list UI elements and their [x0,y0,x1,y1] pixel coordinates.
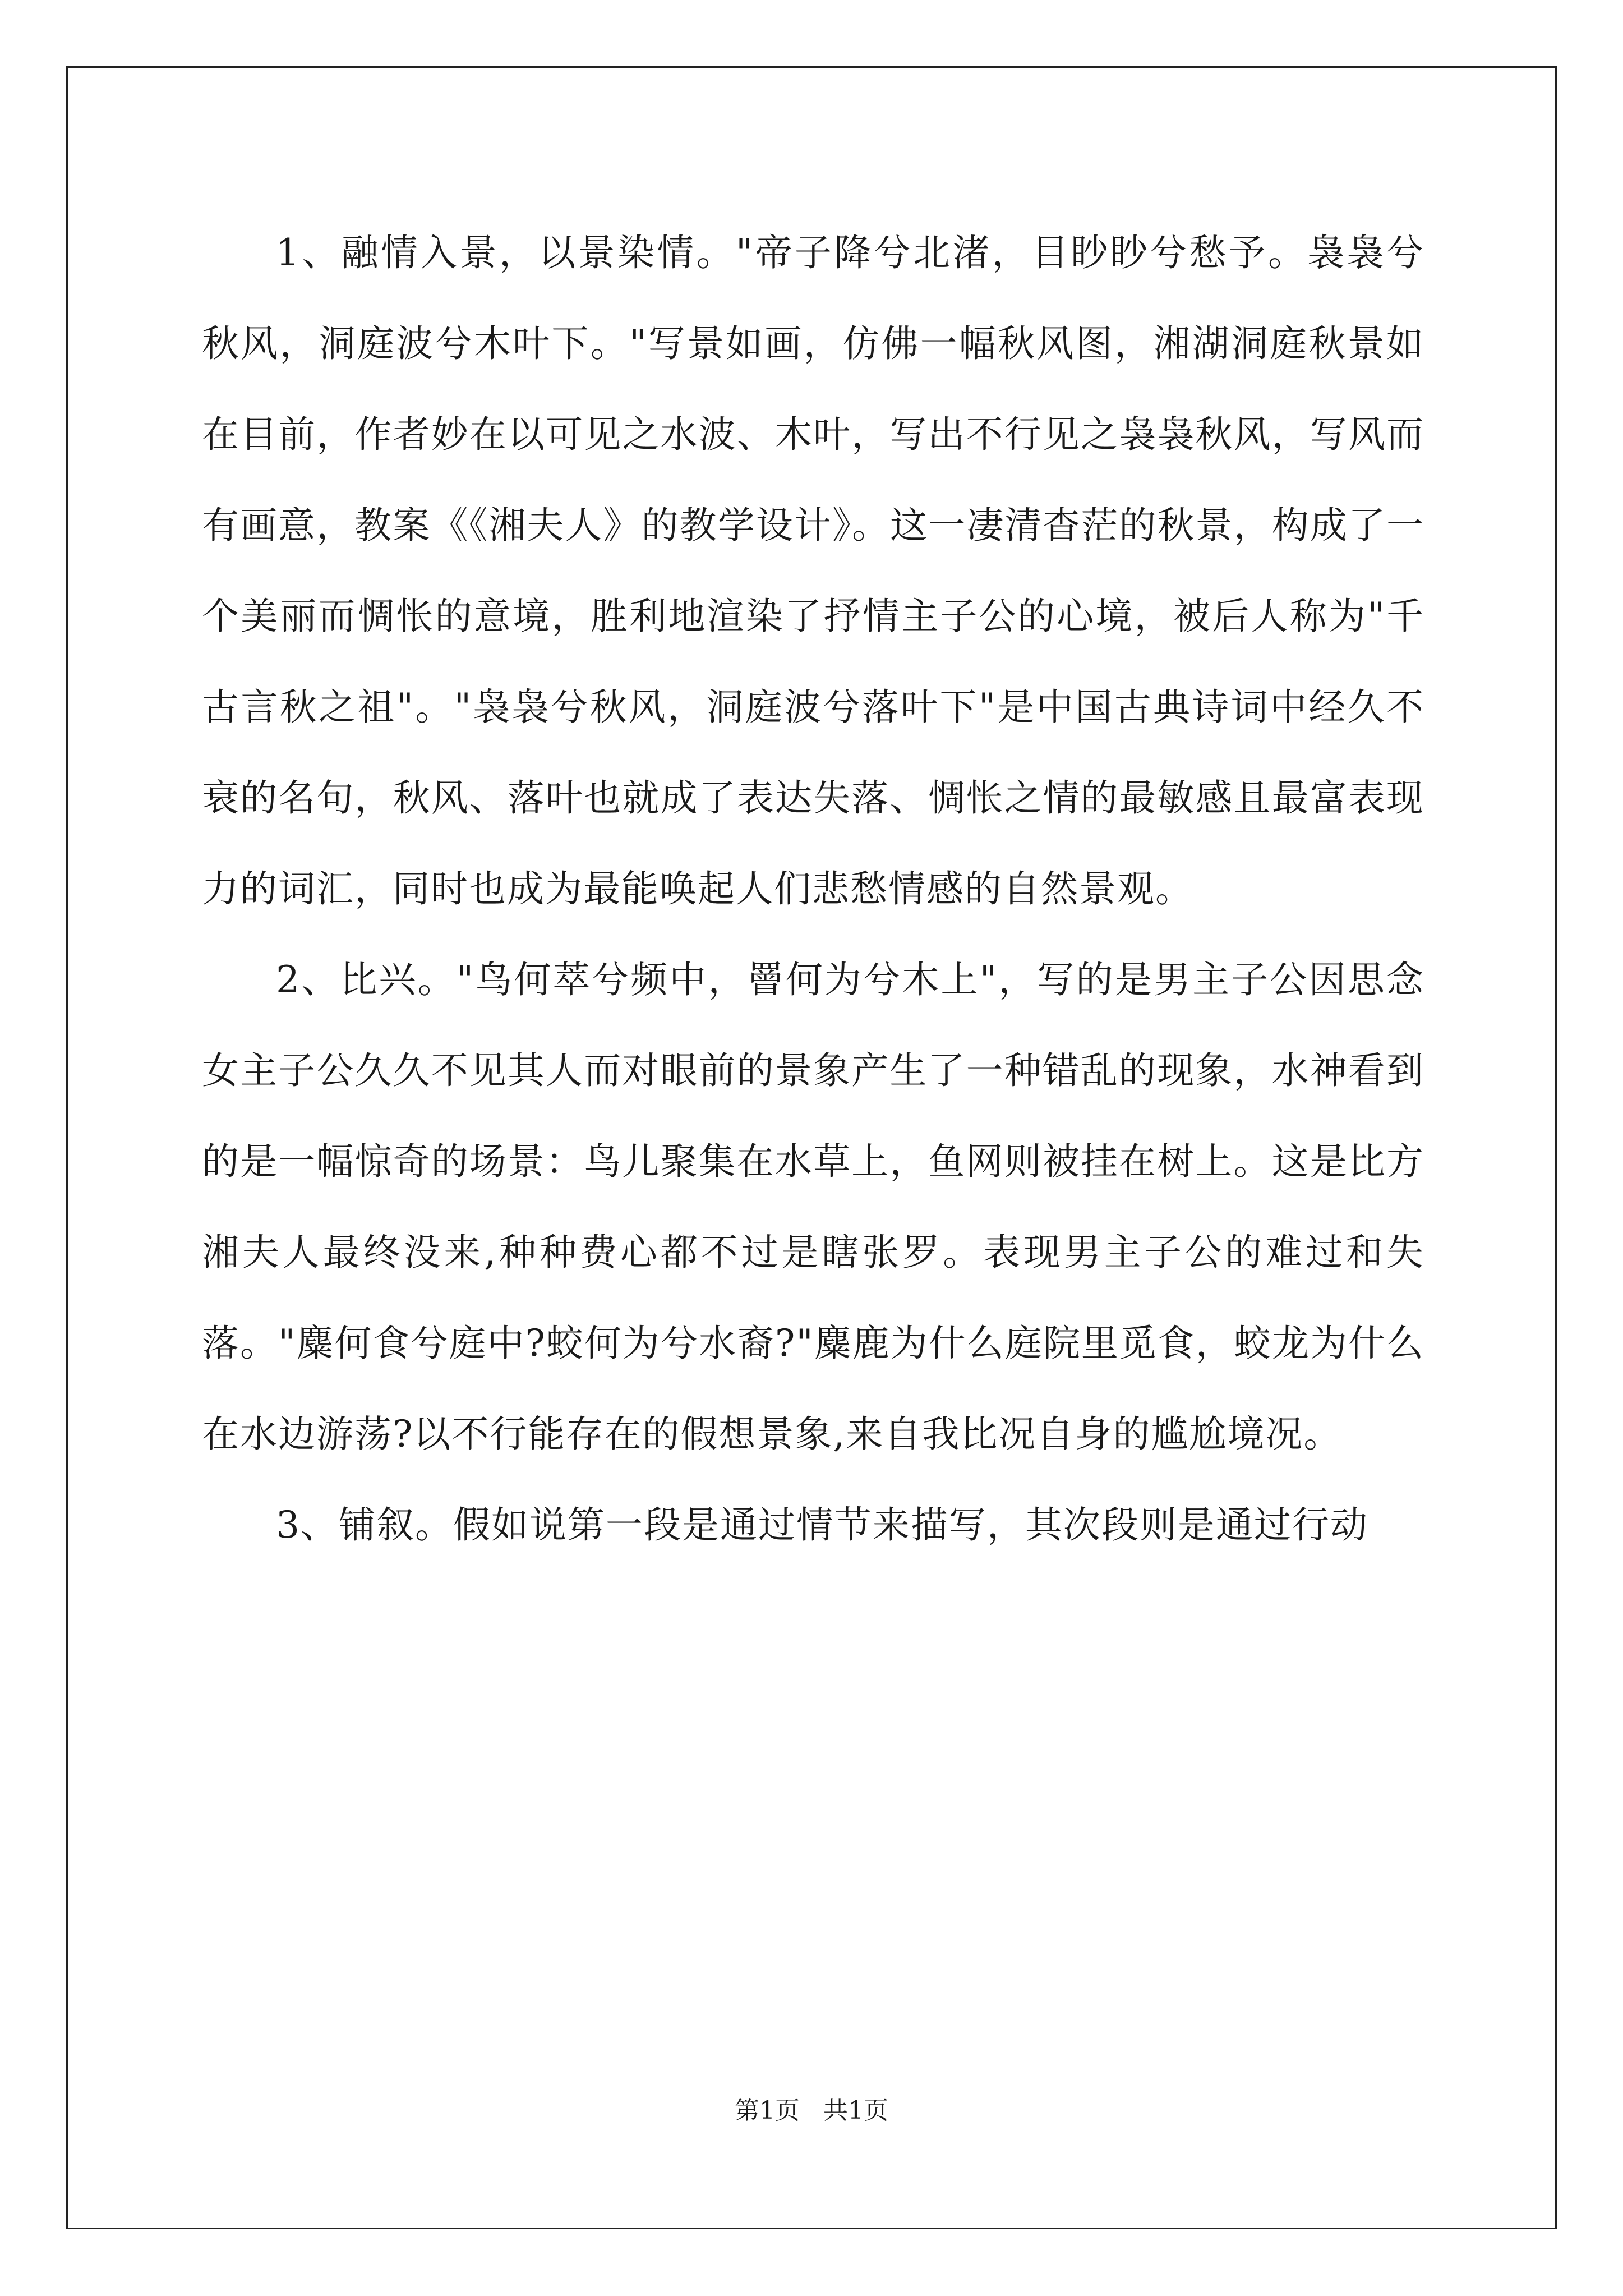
page-footer [0,2090,1623,2126]
paragraph-1: 1、融情入景，以景染情。"帝子降兮北渚，目眇眇兮愁予。袅袅兮秋风，洞庭波兮木叶下。"写景如画，仿佛一幅秋风图，湘湖洞庭秋景如在目前，作者妙在以可见之水波、木叶，写出不行见之袅袅秋风，写风而有画意，教案《《湘夫人》的教学设计》。这一凄清杳茫的秋景，构成了一个美丽而惆怅的意境，胜利地渲染了抒情主子公的心境，被后人称为"千古言秋之祖"。"袅袅兮秋风，洞庭波兮落叶下"是中国古典诗词中经久不衰的名句，秋风、落叶也就成了表达失落、惆怅之情的最敏感且最富表现力的词汇，同时也成为最能唤起人们悲愁情感的自然景观。 [202,231,1424,910]
document-body [202,208,1424,1571]
paragraph-3: 3、铺叙。假如说第一段是通过情节来描写，其次段则是通过行动 [276,1503,1368,1547]
paragraph-2: 2、比兴。"鸟何萃兮频中，罾何为兮木上"，写的是男主子公因思念女主子公久久不见其人而对眼前的景象产生了一种错乱的现象，水神看到的是一幅惊奇的场景：鸟儿聚集在水草上，鱼网则被挂在树上。这是比方湘夫人最终没来,种种费心都不过是瞎张罗。表现男主子公的难过和失落。"麋何食兮庭中?蛟何为兮水裔?"麋鹿为什么庭院里觅食，蛟龙为什么在水边游荡?以不行能存在的假想景象,来自我比况自身的尴尬境况。 [202,958,1424,1456]
page-total: 共1页 [823,2096,888,2125]
page-number: 第1页 [735,2096,800,2125]
